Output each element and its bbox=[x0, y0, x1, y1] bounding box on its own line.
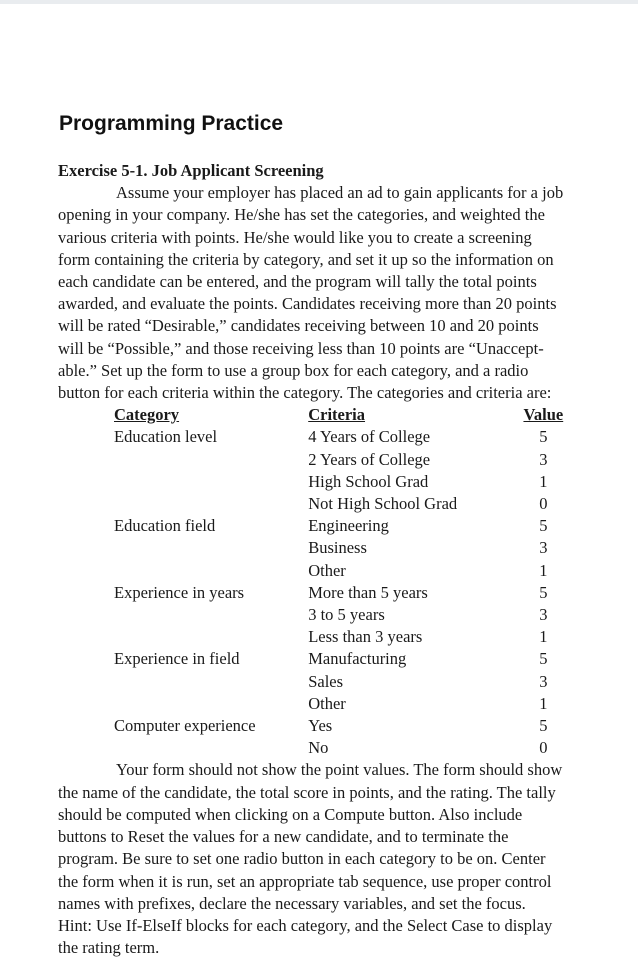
category-cell bbox=[114, 471, 308, 493]
exercise-content bbox=[58, 160, 618, 959]
table-row bbox=[114, 626, 574, 648]
table-row bbox=[114, 715, 574, 737]
paragraph-line: the name of the candidate, the total score in points, and the rating. The tally bbox=[58, 782, 556, 802]
value-cell: 1 bbox=[539, 693, 548, 713]
paragraph-line: buttons to Reset the values for a new candidate, and to terminate the bbox=[58, 827, 509, 847]
table-row bbox=[114, 560, 574, 582]
criteria-cell: Engineering bbox=[308, 516, 389, 536]
criteria-table bbox=[114, 404, 574, 759]
section-heading: Programming Practice bbox=[59, 112, 284, 135]
paragraph-line: Assume your employer has placed an ad to gain applicants for a job bbox=[116, 183, 564, 203]
paragraph-line: form containing the criteria by category, and set it up so the information on bbox=[58, 249, 554, 269]
paragraph-line: names with prefixes, declare the necessary variables, and set the focus. bbox=[58, 893, 526, 913]
value-cell: 5 bbox=[539, 649, 548, 669]
table-header-row bbox=[114, 404, 574, 426]
criteria-cell: Not High School Grad bbox=[308, 494, 458, 514]
criteria-cell: Less than 3 years bbox=[308, 627, 423, 647]
value-cell: 3 bbox=[539, 605, 548, 625]
category-cell bbox=[114, 626, 308, 648]
category-cell bbox=[114, 604, 308, 626]
paragraph-line: program. Be sure to set one radio button in each category to be on. Center bbox=[58, 849, 546, 869]
category-cell bbox=[114, 671, 308, 693]
paragraph-line: each candidate can be entered, and the program will tally the total points bbox=[58, 272, 537, 292]
criteria-cell: 2 Years of College bbox=[308, 449, 431, 469]
paragraph-line: will be rated “Desirable,” candidates receiving between 10 and 20 points bbox=[58, 316, 539, 336]
value-cell: 0 bbox=[539, 738, 548, 758]
table-row bbox=[114, 493, 574, 515]
table-row bbox=[114, 537, 574, 559]
criteria-cell: Business bbox=[308, 538, 367, 558]
criteria-cell: Other bbox=[308, 560, 346, 580]
category-cell: Experience in field bbox=[114, 649, 240, 669]
paragraph-line: Your form should not show the point values. The form should show bbox=[116, 760, 563, 780]
criteria-cell: High School Grad bbox=[308, 471, 429, 491]
value-cell: 5 bbox=[539, 427, 548, 447]
value-cell: 1 bbox=[539, 471, 548, 491]
table-row bbox=[114, 426, 574, 448]
criteria-cell: More than 5 years bbox=[308, 582, 428, 602]
category-cell bbox=[114, 493, 308, 515]
value-cell: 1 bbox=[539, 560, 548, 580]
header-category: Category bbox=[114, 405, 180, 425]
value-cell: 5 bbox=[539, 716, 548, 736]
paragraph-line: awarded, and evaluate the points. Candidates receiving more than 20 points bbox=[58, 294, 557, 314]
criteria-cell: Sales bbox=[308, 671, 344, 691]
paragraph-line: various criteria with points. He/she would like you to create a screening bbox=[58, 227, 532, 247]
paragraph-line: able.” Set up the form to use a group box for each category, and a radio bbox=[58, 360, 529, 380]
table-row bbox=[114, 671, 574, 693]
category-cell bbox=[114, 693, 308, 715]
intro-paragraph bbox=[58, 182, 618, 404]
criteria-cell: 3 to 5 years bbox=[308, 605, 385, 625]
paragraph-line: button for each criteria within the category. The categories and criteria are: bbox=[58, 383, 552, 403]
category-cell: Computer experience bbox=[114, 716, 256, 736]
table-row bbox=[114, 604, 574, 626]
category-cell: Education level bbox=[114, 427, 218, 447]
paragraph-line: opening in your company. He/she has set the categories, and weighted the bbox=[58, 205, 545, 225]
criteria-cell: No bbox=[308, 738, 329, 758]
table-row bbox=[114, 693, 574, 715]
category-cell bbox=[114, 737, 308, 759]
value-cell: 3 bbox=[539, 538, 548, 558]
table-row bbox=[114, 582, 574, 604]
header-criteria: Criteria bbox=[308, 405, 366, 425]
closing-paragraph bbox=[58, 759, 618, 959]
value-cell: 1 bbox=[539, 627, 548, 647]
top-divider bbox=[0, 0, 638, 4]
criteria-cell: Manufacturing bbox=[308, 649, 407, 669]
paragraph-line: the rating term. bbox=[58, 938, 160, 958]
paragraph-line: should be computed when clicking on a Compute button. Also include bbox=[58, 804, 523, 824]
value-cell: 3 bbox=[539, 671, 548, 691]
value-cell: 0 bbox=[539, 494, 548, 514]
value-cell: 3 bbox=[539, 449, 548, 469]
table-row bbox=[114, 515, 574, 537]
paragraph-line: the form when it is run, set an appropriate tab sequence, use proper control bbox=[58, 871, 552, 891]
criteria-cell: Yes bbox=[308, 716, 333, 736]
category-cell bbox=[114, 449, 308, 471]
criteria-cell: 4 Years of College bbox=[308, 427, 431, 447]
paragraph-line: will be “Possible,” and those receiving less than 10 points are “Unaccept- bbox=[58, 338, 544, 358]
exercise-title: Exercise 5-1. Job Applicant Screening bbox=[58, 161, 324, 180]
table-row bbox=[114, 737, 574, 759]
value-cell: 5 bbox=[539, 516, 548, 536]
table-row bbox=[114, 449, 574, 471]
category-cell bbox=[114, 560, 308, 582]
category-cell: Experience in years bbox=[114, 582, 245, 602]
value-cell: 5 bbox=[539, 582, 548, 602]
criteria-cell: Other bbox=[308, 693, 346, 713]
category-cell: Education field bbox=[114, 516, 216, 536]
table-row bbox=[114, 648, 574, 670]
header-value: Value bbox=[523, 405, 564, 425]
category-cell bbox=[114, 537, 308, 559]
paragraph-line: Hint: Use If-ElseIf blocks for each category, and the Select Case to display bbox=[58, 915, 553, 935]
table-row bbox=[114, 471, 574, 493]
